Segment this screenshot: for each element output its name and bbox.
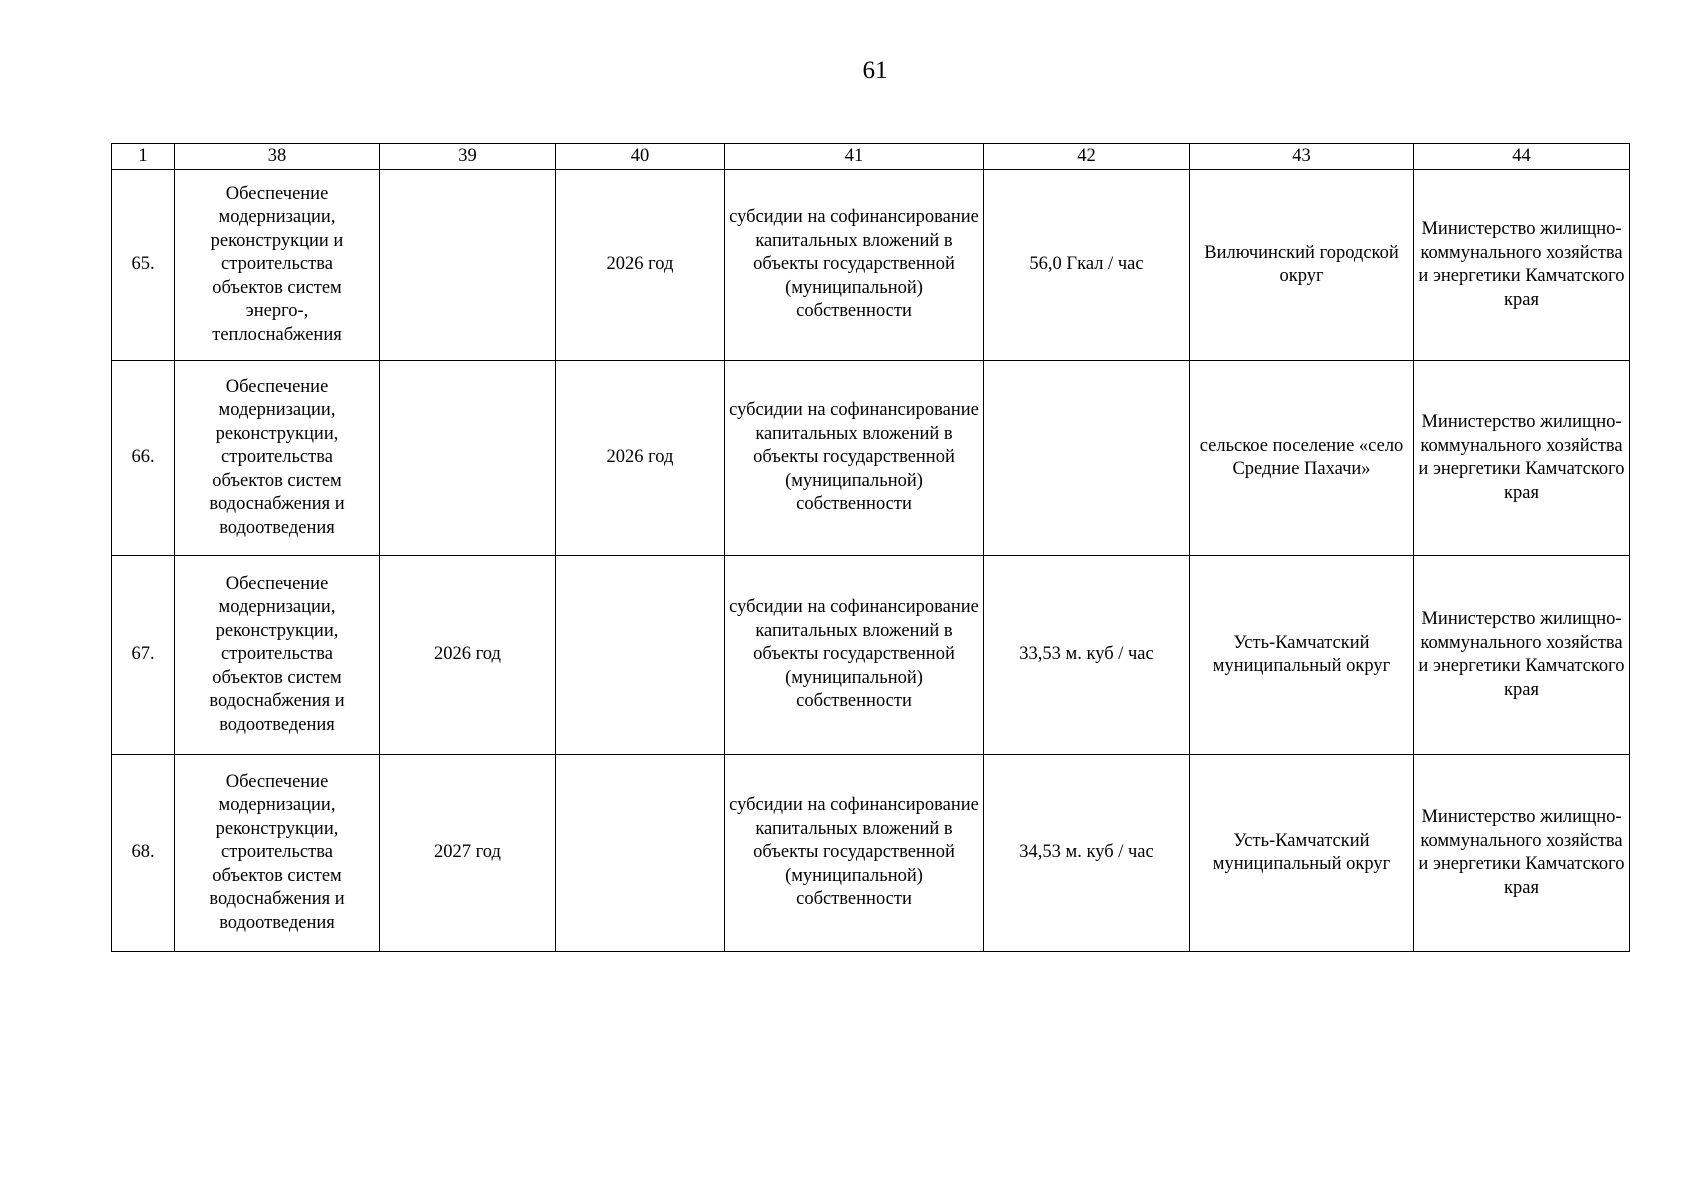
table-row <box>112 556 1630 755</box>
column-header: 41 <box>725 144 984 170</box>
capacity-cell <box>984 361 1190 556</box>
municipality-cell: Усть-Камчатский муниципальный округ <box>1190 556 1414 755</box>
data-table <box>111 143 1630 952</box>
table-row <box>112 755 1630 952</box>
column-header: 44 <box>1414 144 1630 170</box>
row-number-cell: 66. <box>112 361 175 556</box>
activity-cell: Обеспечение модернизации, реконструкции, строительства объектов систем водоснабжения и водоотведения <box>175 361 380 556</box>
row-number-cell: 65. <box>112 170 175 361</box>
column-header: 42 <box>984 144 1190 170</box>
responsible-body-cell: Министерство жилищно-коммунального хозяйства и энергетики Камчатского края <box>1414 755 1630 952</box>
responsible-body-cell: Министерство жилищно-коммунального хозяйства и энергетики Камчатского края <box>1414 361 1630 556</box>
capacity-cell: 56,0 Гкал / час <box>984 170 1190 361</box>
col-40-cell: 2026 год <box>556 361 725 556</box>
column-header: 40 <box>556 144 725 170</box>
column-header: 38 <box>175 144 380 170</box>
municipality-cell: Усть-Камчатский муниципальный округ <box>1190 755 1414 952</box>
funding-type-cell: субсидии на софинансирование капитальных вложений в объекты государственной (муниципальной) собственности <box>725 556 984 755</box>
col-39-cell: 2026 год <box>380 556 556 755</box>
funding-type-cell: субсидии на софинансирование капитальных вложений в объекты государственной (муниципальной) собственности <box>725 361 984 556</box>
col-39-cell: 2027 год <box>380 755 556 952</box>
funding-type-cell: субсидии на софинансирование капитальных вложений в объекты государственной (муниципальной) собственности <box>725 170 984 361</box>
funding-type-cell: субсидии на софинансирование капитальных вложений в объекты государственной (муниципальной) собственности <box>725 755 984 952</box>
col-40-cell: 2026 год <box>556 170 725 361</box>
col-39-cell <box>380 361 556 556</box>
table-header-row <box>112 144 1630 170</box>
col-40-cell <box>556 755 725 952</box>
col-40-cell <box>556 556 725 755</box>
column-header: 39 <box>380 144 556 170</box>
col-39-cell <box>380 170 556 361</box>
responsible-body-cell: Министерство жилищно-коммунального хозяйства и энергетики Камчатского края <box>1414 556 1630 755</box>
table-row <box>112 361 1630 556</box>
municipality-cell: сельское поселение «село Средние Пахачи» <box>1190 361 1414 556</box>
capacity-cell: 33,53 м. куб / час <box>984 556 1190 755</box>
page-number: 61 <box>862 57 888 84</box>
column-header: 43 <box>1190 144 1414 170</box>
municipality-cell: Вилючинский городской округ <box>1190 170 1414 361</box>
table-row <box>112 170 1630 361</box>
activity-cell: Обеспечение модернизации, реконструкции и строительства объектов систем энерго-, теплоснабжения <box>175 170 380 361</box>
capacity-cell: 34,53 м. куб / час <box>984 755 1190 952</box>
row-number-cell: 67. <box>112 556 175 755</box>
responsible-body-cell: Министерство жилищно-коммунального хозяйства и энергетики Камчатского края <box>1414 170 1630 361</box>
row-number-cell: 68. <box>112 755 175 952</box>
activity-cell: Обеспечение модернизации, реконструкции, строительства объектов систем водоснабжения и водоотведения <box>175 556 380 755</box>
activity-cell: Обеспечение модернизации, реконструкции, строительства объектов систем водоснабжения и водоотведения <box>175 755 380 952</box>
column-header: 1 <box>112 144 175 170</box>
